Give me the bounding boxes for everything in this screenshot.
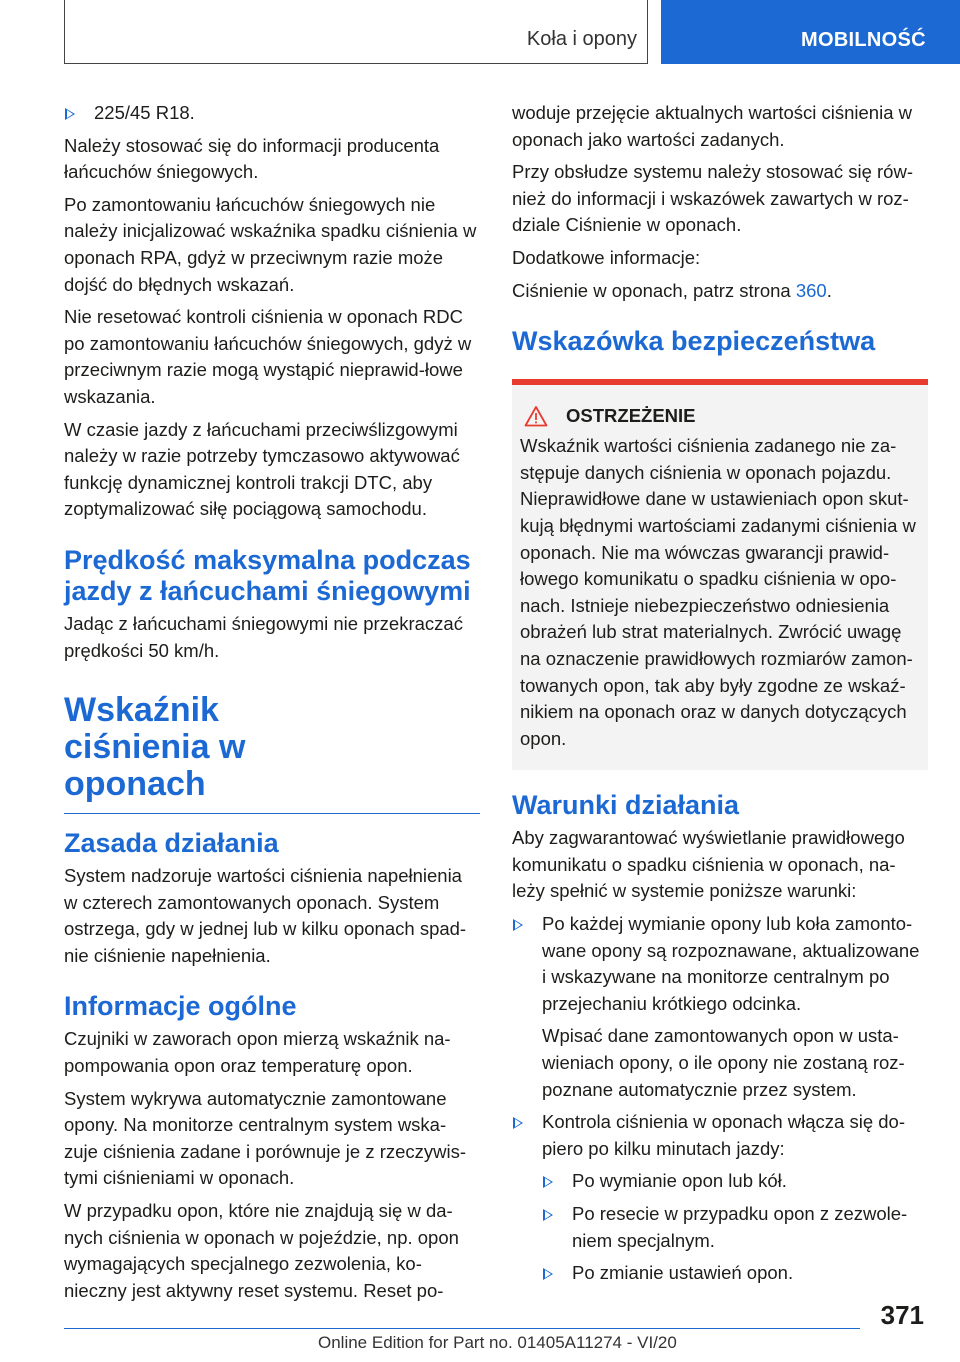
- page-number: 371: [880, 1300, 924, 1330]
- left-column: [64, 100, 480, 1310]
- header-section-title: Koła i opony: [526, 28, 637, 50]
- bullet-triangle-icon: [543, 1268, 553, 1280]
- list-item-text: Po zmianie ustawień opon.: [572, 1262, 794, 1284]
- paragraph: W czasie jazdy z łańcuchami przeciwślizgowymi należy w razie potrzeby tymczasowo aktywować funkcję dynamicznej kontroli trakcji DTC, aby zoptymalizować siłę pociągową samochodu.: [64, 418, 460, 520]
- warning-text: Wskaźnik wartości ciśnienia zadanego nie za-stępuje danych ciśnienia w oponach pojazdu. Nieprawidłowe dane w ustawieniach opon skut-kują błędnymi wartościami zadanymi ciśnienia w oponach. Nie ma wówczas gwarancji prawid-łowego komunikatu o spadku ciśnienia w opo-nach. Istnieje niebezpieczeństwo odniesienia obrażeń lub strat materialnych. Zwrócić uwagę na oznaczenie prawidłowych rozmiarów zamon-towanych opon, tak aby były zgodne ze wskaź-nikiem na oponach oraz w danych dotyczących opon.: [520, 435, 916, 749]
- paragraph: Nie resetować kontroli ciśnienia w oponach RDC po zamontowaniu łańcuchów śniegowych, gdyż w przeciwnym razie mogą wystąpić nieprawid-łowe wskazania.: [64, 306, 472, 407]
- section-heading-safety: Wskazówka bezpieczeństwa: [512, 326, 876, 357]
- warning-title: OSTRZEŻENIE: [566, 405, 696, 427]
- footer-edition: Online Edition for Part no. 01405A11274 - VI/20: [318, 1333, 677, 1352]
- paragraph-reference: [512, 278, 928, 305]
- paragraph: Aby zagwarantować wyświetlanie prawidłowego komunikatu o spadku ciśnienia w oponach, na-leży spełnić w systemie poniższe warunki:: [512, 827, 905, 902]
- header-chapter-tab[interactable]: MOBILNOŚĆ: [661, 0, 960, 64]
- page-link[interactable]: 360: [795, 279, 827, 301]
- list-item: [64, 100, 480, 127]
- list-item-text: Po resecie w przypadku opon z zezwole-niem specjalnym.: [572, 1203, 908, 1251]
- list-item: [542, 1168, 928, 1195]
- paragraph: Jadąc z łańcuchami śniegowymi nie przekraczać prędkości 50 km/h.: [64, 612, 463, 661]
- heading-divider: [64, 813, 480, 814]
- section-heading-general: Informacje ogólne: [64, 991, 297, 1022]
- list-item-text: Kontrola ciśnienia w oponach włącza się do-piero po kilku minutach jazdy:: [542, 1111, 906, 1159]
- list-item: [512, 911, 928, 1017]
- right-column: [512, 100, 928, 1293]
- paragraph: W przypadku opon, które nie znajdują się w da-nych ciśnienia w oponach w pojeździe, np. opon wymagających specjalnego zezwolenia, ko-nieczny jest aktywny reset systemu. Reset po-: [64, 1200, 459, 1301]
- list-item-text: Po każdej wymianie opony lub koła zamonto-wane opony są rozpoznawane, aktualizowane i wskazywane na monitorze centralnym po przejechaniu krótkiego odcinka.: [542, 913, 920, 1014]
- paragraph: System wykrywa automatycznie zamontowane opony. Na monitorze centralnym system wska-zuje ciśnienia zadane i porównuje je z rzeczywis-tymi ciśnieniami w oponach.: [64, 1087, 467, 1189]
- chapter-heading: Wskaźnik ciśnienia w oponach: [64, 691, 246, 804]
- list-item: [512, 1109, 928, 1162]
- reference-end: .: [826, 279, 832, 301]
- bullet-triangle-icon: [543, 1209, 553, 1221]
- section-heading-conditions: Warunki działania: [512, 790, 740, 821]
- warning-box: [512, 379, 928, 770]
- paragraph: Po zamontowaniu łańcuchów śniegowych nie należy inicjalizować wskaźnika spadku ciśnienia w oponach RPA, gdyż w przeciwnym razie może dojść do błędnych wskazań.: [64, 193, 477, 295]
- list-item-text: Po wymianie opon lub kół.: [572, 1170, 787, 1192]
- section-heading-speed: Prędkość maksymalna podczas jazdy z łańcuchami śniegowymi: [64, 544, 471, 606]
- paragraph: Przy obsłudze systemu należy stosować się rów-nież do informacji i wskazówek zawartych w roz-dziale Ciśnienie w oponach.: [512, 161, 913, 236]
- reference-text: Ciśnienie w oponach, patrz strona: [512, 279, 796, 301]
- bullet-triangle-icon: [543, 1176, 553, 1188]
- paragraph: Czujniki w zaworach opon mierzą wskaźnik na-pompowania opon oraz temperaturę opon.: [64, 1028, 451, 1077]
- warning-title-row: [520, 405, 920, 427]
- bullet-triangle-icon: [513, 919, 523, 931]
- list-item: [542, 1260, 928, 1287]
- paragraph: woduje przejęcie aktualnych wartości ciśnienia w oponach jako wartości zadanych.: [512, 102, 912, 150]
- nested-list: [512, 1168, 928, 1286]
- section-heading-principle: Zasada działania: [64, 828, 279, 859]
- paragraph: Należy stosować się do informacji producenta łańcuchów śniegowych.: [64, 134, 440, 183]
- list-item-subparagraph: Wpisać dane zamontowanych opon w usta-wieniach opony, o ile opony nie zostaną roz-poznane automatycznie przez system.: [542, 1025, 905, 1100]
- list-item: [542, 1201, 928, 1254]
- warning-triangle-icon: [524, 405, 548, 427]
- paragraph: System nadzoruje wartości ciśnienia napełnienia w czterech zamontowanych oponach. System ostrzega, gdy w jednej lub w kilku oponach spad-nie ciśnienie napełnienia.: [64, 865, 467, 966]
- bullet-triangle-icon: [65, 108, 75, 120]
- list-item-text: 225/45 R18.: [94, 102, 195, 123]
- footer-divider: [64, 1328, 860, 1329]
- bullet-triangle-icon: [513, 1117, 523, 1129]
- paragraph: Dodatkowe informacje:: [512, 246, 701, 268]
